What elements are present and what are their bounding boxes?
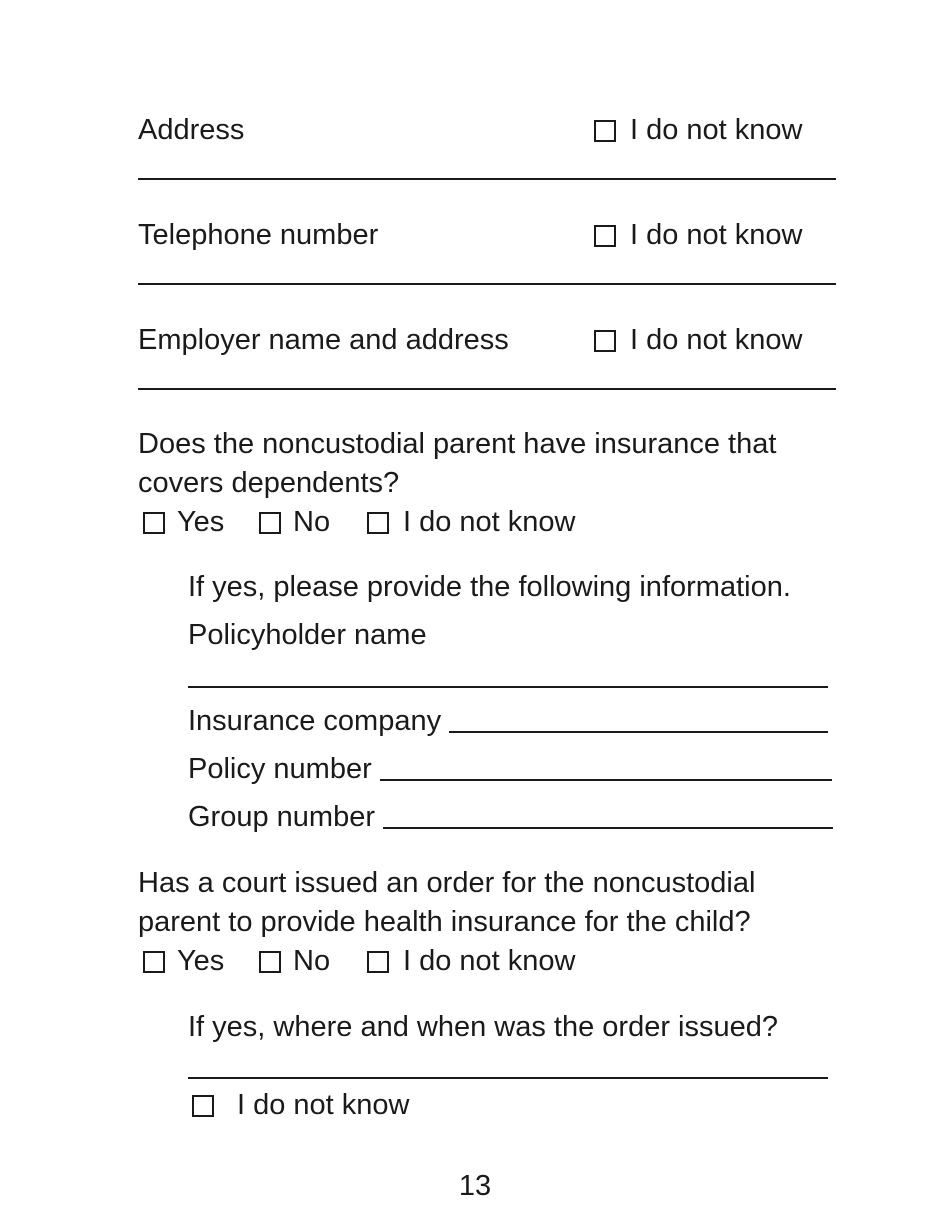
court-followup: If yes, where and when was the order issued? [188, 1011, 778, 1043]
address-label: Address [138, 114, 245, 146]
insurance-unknown-option[interactable] [367, 508, 576, 537]
court-no-option[interactable] [259, 947, 330, 976]
insurance-no-option[interactable] [259, 508, 330, 537]
court-order-unknown-label: I do not know [237, 1089, 410, 1121]
court-yes-option[interactable] [143, 947, 224, 976]
insurance-question-line1: Does the noncustodial parent have insurance that [138, 428, 777, 460]
insurance-unknown-checkbox[interactable] [367, 512, 389, 534]
court-no-label: No [293, 945, 331, 977]
court-yes-checkbox[interactable] [143, 951, 165, 973]
telephone-unknown-option[interactable] [594, 221, 803, 250]
telephone-field-line[interactable] [138, 283, 836, 285]
insurance-yes-label: Yes [177, 506, 225, 538]
address-unknown-checkbox[interactable] [594, 120, 616, 142]
employer-label: Employer name and address [138, 324, 509, 356]
court-yes-label: Yes [177, 945, 225, 977]
court-question-line2: parent to provide health insurance for the child? [138, 906, 751, 938]
court-unknown-option[interactable] [367, 947, 576, 976]
address-unknown-option[interactable] [594, 116, 803, 145]
address-unknown-label: I do not know [630, 114, 803, 146]
employer-field-line[interactable] [138, 388, 836, 390]
employer-unknown-checkbox[interactable] [594, 330, 616, 352]
telephone-unknown-checkbox[interactable] [594, 225, 616, 247]
policy-number-label: Policy number [188, 753, 372, 785]
court-question-line1: Has a court issued an order for the noncustodial [138, 867, 756, 899]
court-order-unknown-checkbox[interactable] [192, 1095, 214, 1117]
insurance-yes-option[interactable] [143, 508, 224, 537]
court-order-unknown-option[interactable] [192, 1091, 410, 1120]
insurance-no-checkbox[interactable] [259, 512, 281, 534]
group-number-label: Group number [188, 801, 375, 833]
telephone-unknown-label: I do not know [630, 219, 803, 251]
court-unknown-label: I do not know [403, 945, 576, 977]
employer-unknown-label: I do not know [630, 324, 803, 356]
group-number-line[interactable] [383, 826, 833, 829]
page-number: 13 [458, 1170, 492, 1202]
address-field-line[interactable] [138, 178, 836, 180]
insurance-unknown-label: I do not know [403, 506, 576, 538]
telephone-label: Telephone number [138, 219, 379, 251]
insurance-company-line[interactable] [449, 730, 828, 733]
insurance-yes-checkbox[interactable] [143, 512, 165, 534]
insurance-question-line2: covers dependents? [138, 467, 400, 499]
group-number-field[interactable] [188, 803, 833, 832]
policyholder-label: Policyholder name [188, 619, 427, 651]
court-unknown-checkbox[interactable] [367, 951, 389, 973]
policy-number-line[interactable] [380, 778, 832, 781]
insurance-no-label: No [293, 506, 331, 538]
employer-unknown-option[interactable] [594, 326, 803, 355]
policyholder-field-line[interactable] [188, 686, 828, 688]
court-no-checkbox[interactable] [259, 951, 281, 973]
insurance-followup: If yes, please provide the following information. [188, 571, 791, 603]
insurance-company-label: Insurance company [188, 705, 442, 737]
policy-number-field[interactable] [188, 755, 832, 784]
insurance-company-field[interactable] [188, 707, 828, 736]
court-order-field-line[interactable] [188, 1077, 828, 1079]
